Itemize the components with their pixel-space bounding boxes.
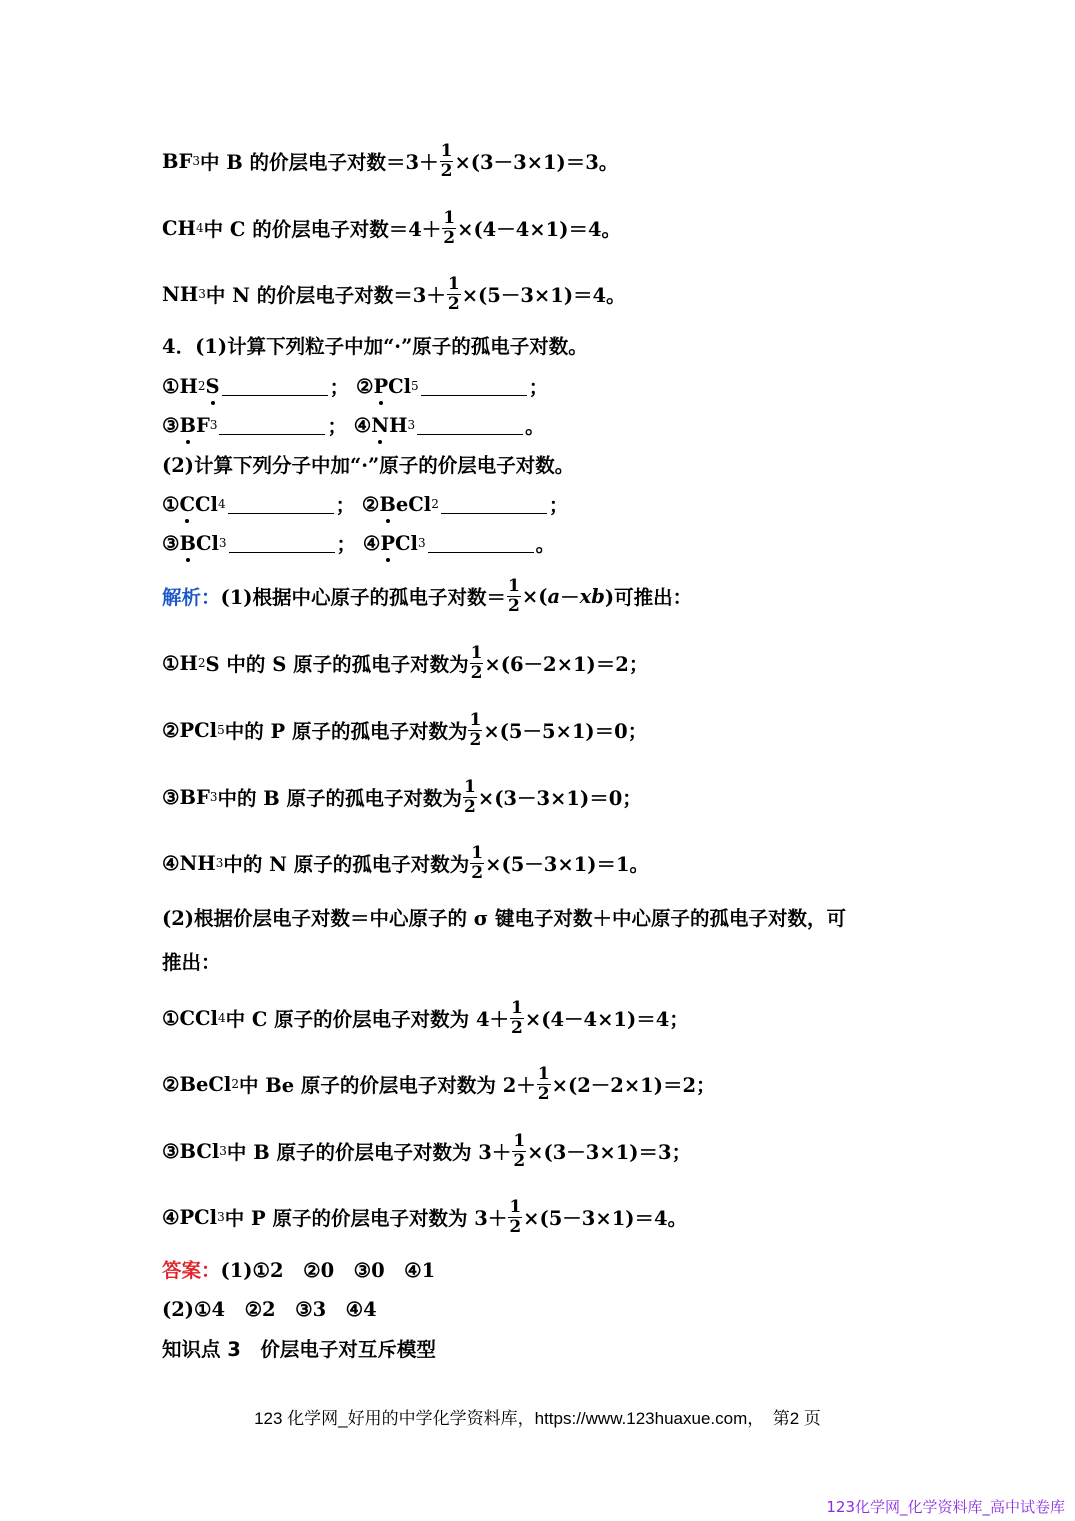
text: )可推出： <box>604 586 693 609</box>
text: 中 N 的价层电子对数＝3＋ <box>205 284 446 307</box>
item-label: ③ <box>162 531 180 555</box>
watermark-link[interactable]: 123化学网_化学资料库_高中试卷库 <box>826 1498 1065 1516</box>
text: ②PCl <box>162 718 218 742</box>
answer-blank[interactable] <box>417 416 523 435</box>
denominator: 2 <box>440 160 453 181</box>
fraction <box>468 711 482 750</box>
text: Cl <box>395 531 418 555</box>
variable: a <box>547 584 561 608</box>
answer-blank[interactable] <box>229 534 335 553</box>
subscript: 5 <box>411 379 419 393</box>
dotted-atom: B <box>379 492 396 516</box>
analysis-intro <box>162 576 692 616</box>
fraction <box>510 999 524 1038</box>
text: ④PCl <box>162 1205 218 1229</box>
text: BF <box>162 149 193 173</box>
formula-line-nh3 <box>162 274 626 314</box>
text: 中的 P 原子的孤电子对数为 <box>224 720 468 743</box>
text: － <box>560 586 580 609</box>
answer-blank[interactable] <box>222 377 328 396</box>
denominator: 2 <box>470 662 483 683</box>
separator: ； <box>327 415 347 438</box>
item-label: ④ <box>353 413 372 437</box>
text: F <box>195 413 210 437</box>
text: ×(3－3×1)＝3； <box>527 1141 692 1164</box>
analysis-part2-line1: (2)根据价层电子对数＝中心原子的 σ 键电子对数＋中心原子的孤电子对数，可 <box>162 907 846 930</box>
fraction <box>512 1132 526 1171</box>
numerator: 1 <box>469 709 482 730</box>
text: 中的 N 原子的孤电子对数为 <box>223 853 470 876</box>
text: ×(4－4×1)＝4； <box>524 1008 689 1031</box>
subscript: 4 <box>217 1011 226 1025</box>
text: Cl <box>195 531 219 555</box>
subscript: 2 <box>231 1077 239 1091</box>
item-label: ④ <box>362 531 381 555</box>
text: 中 P 原子的价层电子对数为 3＋ <box>224 1207 508 1230</box>
text: ×(2－2×1)＝2； <box>551 1074 716 1097</box>
analysis-part2-line2: 推出： <box>162 951 221 974</box>
numerator: 1 <box>513 1130 526 1151</box>
separator: 。 <box>535 533 556 556</box>
fraction <box>463 778 477 817</box>
analysis-label: 解析： <box>162 586 221 609</box>
numerator: 1 <box>470 642 483 663</box>
numerator: 1 <box>509 1196 522 1217</box>
fraction <box>442 209 456 248</box>
text: H <box>389 413 408 437</box>
numerator: 1 <box>508 575 520 596</box>
denominator: 2 <box>443 227 456 248</box>
answer-line-2: (2)①4 ②2 ③3 ④4 <box>162 1298 377 1321</box>
blank-row-4 <box>162 523 555 563</box>
text: 中 Be 原子的价层电子对数为 2＋ <box>238 1074 536 1097</box>
question-4-part1: 4．(1)计算下列粒子中加“·”原子的孤电子对数。 <box>162 335 588 358</box>
text: 中 C 原子的价层电子对数为 4＋ <box>225 1008 510 1031</box>
text: ①H <box>162 651 198 675</box>
denominator: 2 <box>509 1216 522 1237</box>
separator: ； <box>528 376 549 399</box>
subscript: 2 <box>431 497 439 511</box>
numerator: 1 <box>447 273 460 294</box>
item-label: ①H <box>162 374 198 398</box>
analysis-line <box>162 643 648 683</box>
separator: 。 <box>525 415 545 438</box>
subscript: 3 <box>209 790 218 804</box>
text: ③BF <box>162 785 210 809</box>
answer-blank[interactable] <box>228 495 334 514</box>
denominator: 2 <box>508 595 520 616</box>
item-label: ③ <box>162 413 180 437</box>
subscript: 3 <box>407 418 416 432</box>
numerator: 1 <box>471 842 484 863</box>
text: CH <box>162 216 196 240</box>
fraction <box>470 844 484 883</box>
subscript: 3 <box>417 536 426 550</box>
subscript: 4 <box>217 497 226 511</box>
item-label: ② <box>355 374 374 398</box>
subscript: 2 <box>197 656 206 670</box>
subscript: 3 <box>198 287 206 301</box>
text: ×(5－3×1)＝4。 <box>461 284 626 307</box>
blank-row-2 <box>162 405 545 445</box>
text: (1)根据中心原子的孤电子对数＝ <box>220 586 507 609</box>
text: S 中的 S 原子的孤电子对数为 <box>205 653 469 676</box>
numerator: 1 <box>443 207 456 228</box>
text: 中 C 的价层电子对数＝4＋ <box>203 218 442 241</box>
dotted-atom: C <box>179 492 196 516</box>
text: ×(5－3×1)＝4。 <box>523 1207 688 1230</box>
text: ×(5－3×1)＝1。 <box>485 853 650 876</box>
analysis-line <box>162 777 642 817</box>
variable: xb <box>579 584 605 608</box>
text: 中 B 的价层电子对数＝3＋ <box>199 151 439 174</box>
text: ①CCl <box>162 1006 218 1030</box>
subscript: 4 <box>195 221 204 235</box>
denominator: 2 <box>537 1083 550 1104</box>
answer-blank[interactable] <box>219 416 325 435</box>
analysis-line <box>162 710 647 750</box>
text: ×(3－3×1)＝0； <box>477 787 642 810</box>
text: ×(3－3×1)＝3。 <box>454 151 619 174</box>
text: ×(6－2×1)＝2； <box>484 653 649 676</box>
page-footer: 123 化学网_好用的中学化学资料库，https://www.123huaxue.com， 第2 页 <box>254 1409 821 1428</box>
fraction <box>507 577 521 616</box>
analysis-line <box>162 1064 716 1104</box>
text: NH <box>162 282 199 306</box>
subscript: 3 <box>219 1144 227 1158</box>
section-heading: 知识点 3 价层电子对互斥模型 <box>162 1338 436 1361</box>
denominator: 2 <box>447 293 460 314</box>
item-label: ② <box>361 492 380 516</box>
subscript: 3 <box>215 856 224 870</box>
separator: ； <box>329 376 350 399</box>
dotted-atom: S <box>205 374 220 398</box>
denominator: 2 <box>471 862 484 883</box>
numerator: 1 <box>464 776 476 797</box>
subscript: 3 <box>217 1210 225 1224</box>
analysis-line <box>162 1197 687 1237</box>
subscript: 3 <box>209 418 218 432</box>
answer-line-1 <box>162 1249 435 1289</box>
analysis-line <box>162 1131 691 1171</box>
dotted-atom: P <box>380 531 396 555</box>
fraction <box>447 275 461 314</box>
answer-text: (1)①2 ②0 ③0 ④1 <box>220 1259 436 1282</box>
formula-line-bf3 <box>162 141 618 181</box>
separator: ； <box>548 494 569 517</box>
numerator: 1 <box>440 140 453 161</box>
dotted-atom: B <box>179 531 196 555</box>
numerator: 1 <box>511 997 523 1018</box>
answer-blank[interactable] <box>421 377 527 396</box>
fraction <box>440 142 454 181</box>
text: 中 B 原子的价层电子对数为 3＋ <box>226 1141 512 1164</box>
fraction <box>508 1198 522 1237</box>
answer-label: 答案： <box>162 1259 221 1282</box>
text: ③BCl <box>162 1139 220 1163</box>
answer-blank[interactable] <box>441 495 547 514</box>
denominator: 2 <box>469 729 482 750</box>
subscript: 3 <box>192 154 200 168</box>
text: ④NH <box>162 851 216 875</box>
answer-blank[interactable] <box>428 534 534 553</box>
blank-row-3 <box>162 484 568 524</box>
fraction <box>470 644 484 683</box>
text: 中的 B 原子的孤电子对数为 <box>217 787 463 810</box>
subscript: 3 <box>218 536 227 550</box>
fraction <box>537 1065 551 1104</box>
denominator: 2 <box>464 796 476 817</box>
analysis-line <box>162 998 689 1038</box>
separator: ； <box>335 494 356 517</box>
denominator: 2 <box>511 1017 523 1038</box>
dotted-atom: N <box>371 413 390 437</box>
separator: ； <box>336 533 357 556</box>
blank-row-1 <box>162 366 548 406</box>
subscript: 5 <box>217 723 225 737</box>
text: Cl <box>388 374 412 398</box>
text: Cl <box>195 492 218 516</box>
text: ×(4－4×1)＝4。 <box>457 218 622 241</box>
analysis-line <box>162 843 649 883</box>
text: ×(5－5×1)＝0； <box>483 720 648 743</box>
text: eCl <box>395 492 432 516</box>
text: ×( <box>521 584 548 608</box>
denominator: 2 <box>513 1150 526 1171</box>
formula-line-ch4 <box>162 208 621 248</box>
subscript: 2 <box>197 379 206 393</box>
numerator: 1 <box>537 1063 550 1084</box>
text: ②BeCl <box>162 1072 232 1096</box>
dotted-atom: B <box>179 413 196 437</box>
dotted-atom: P <box>373 374 389 398</box>
question-4-part2: (2)计算下列分子中加“·”原子的价层电子对数。 <box>162 454 575 477</box>
item-label: ① <box>162 492 180 516</box>
